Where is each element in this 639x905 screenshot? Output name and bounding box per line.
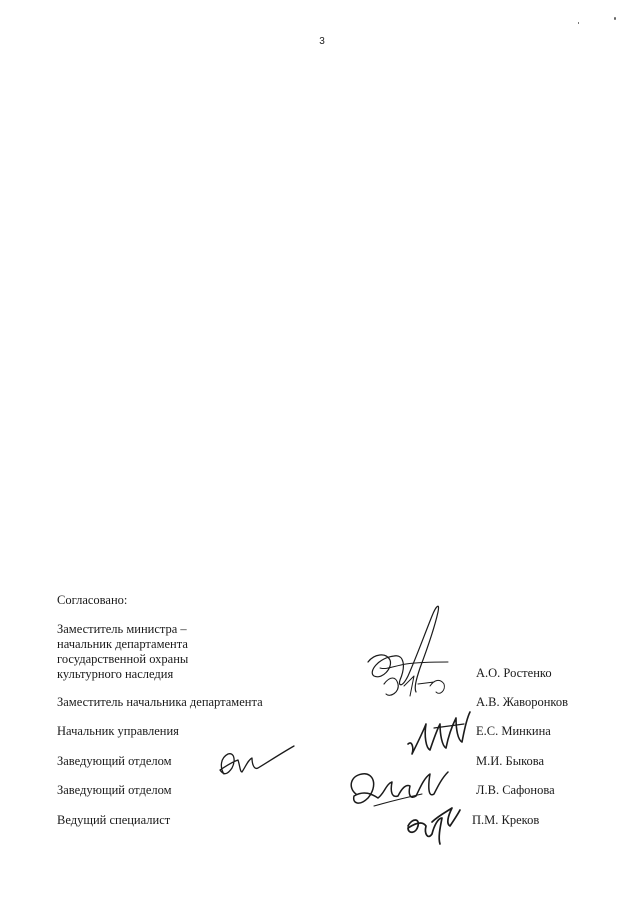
handwritten-signature-icon (210, 740, 300, 780)
position-line: государственной охраны (57, 652, 189, 666)
signatory-position-head-of-directorate: Начальник управления (57, 724, 179, 738)
handwritten-signature-icon (360, 596, 480, 716)
position-line: культурного наследия (57, 667, 174, 681)
signatory-name-bykova: М.И. Быкова (476, 754, 545, 768)
position-line: начальник департамента (57, 637, 188, 651)
signatory-name-minkina: Е.С. Минкина (476, 724, 551, 738)
signatory-name-krekov: П.М. Креков (472, 813, 540, 827)
signatory-name-rostenko: А.О. Ростенко (476, 666, 552, 680)
scan-speck (578, 22, 579, 24)
handwritten-signature-icon (402, 800, 462, 848)
approval-heading: Согласовано: (57, 593, 128, 607)
signatory-name-safonova: Л.В. Сафонова (476, 783, 555, 797)
page-number: 3 (319, 36, 325, 47)
handwritten-signature-icon (404, 704, 474, 760)
scan-speck (614, 17, 616, 20)
signatory-name-zhavoronkov: А.В. Жаворонков (476, 695, 569, 709)
signatory-position-deputy-minister (57, 622, 188, 682)
signatory-position-deputy-head: Заместитель начальника департамента (57, 695, 263, 709)
signatory-position-head-of-section-2: Заведующий отделом (57, 783, 172, 797)
signatory-position-lead-specialist: Ведущий специалист (57, 813, 171, 827)
signatory-position-head-of-section-1: Заведующий отделом (57, 754, 172, 768)
position-line: Заместитель министра – (57, 622, 187, 636)
